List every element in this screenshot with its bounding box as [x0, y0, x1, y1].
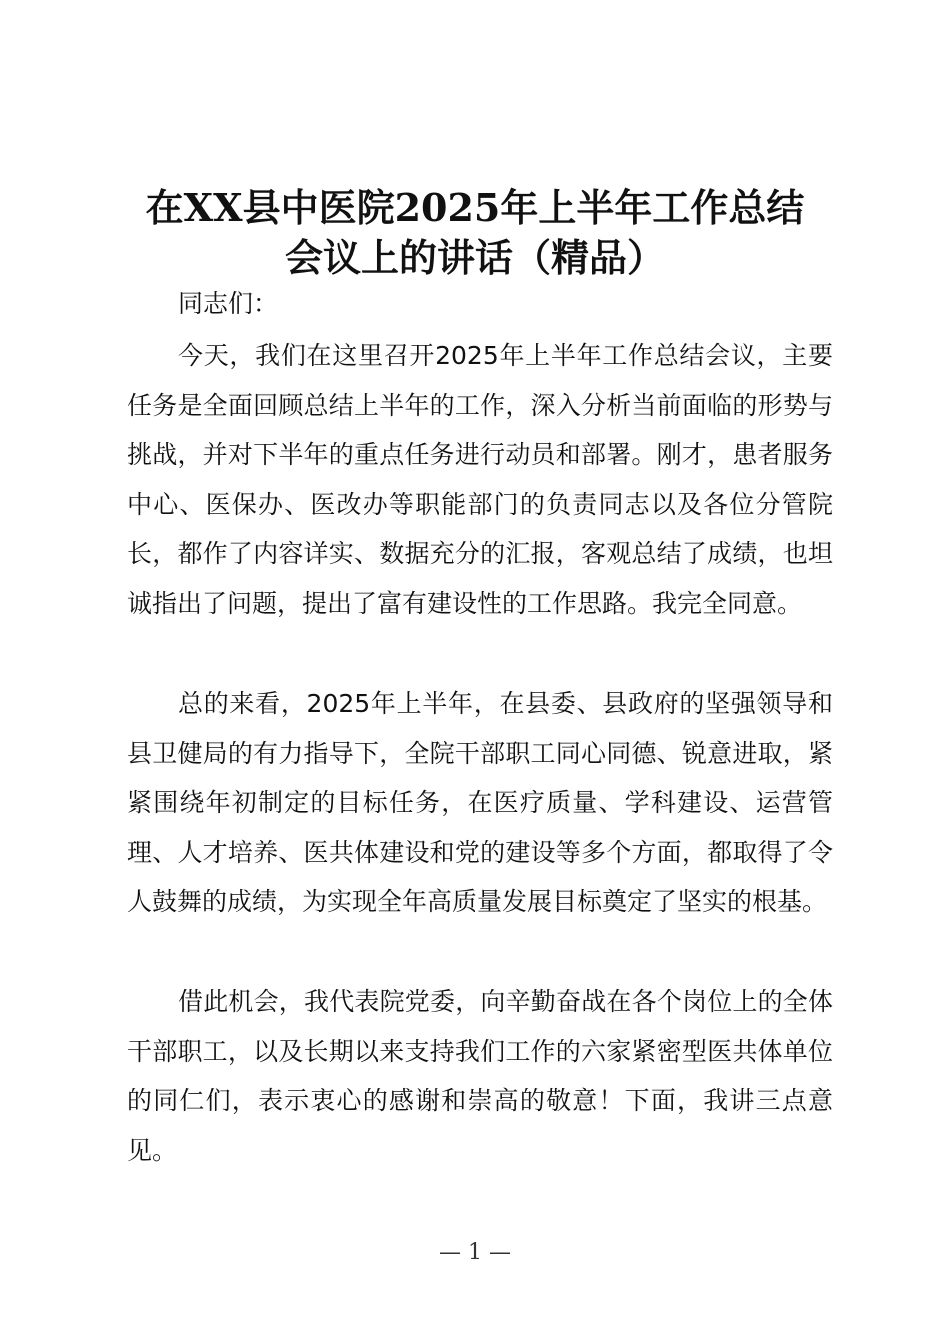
paragraph-opening: 今天，我们在这里召开2025年上半年工作总结会议，主要任务是全面回顾总结上半年的工作，深入分析当前面临的形势与挑战，并对下半年的重点任务进行动员和部署。刚才，患者服务中心、医保办、医改办等职能部门的负责同志以及各位分管院长，都作了内容详实、数据充分的汇报，客观总结了成绩，也坦诚指出了问题，提出了富有建设性的工作思路。我完全同意。	[127, 341, 833, 618]
salutation: 同志们：	[178, 289, 279, 318]
document-title-line-1: 在XX县中医院2025年上半年工作总结	[145, 185, 805, 230]
paragraph-summary: 总的来看，2025年上半年，在县委、县政府的坚强领导和县卫健局的有力指导下，全院干部职工同心同德、锐意进取，紧紧围绕年初制定的目标任务，在医疗质量、学科建设、运营管理、人才培养、医共体建设和党的建设等多个方面，都取得了令人鼓舞的成绩，为实现全年高质量发展目标奠定了坚实的根基。	[127, 689, 833, 916]
page-number: — 1 —	[439, 1240, 511, 1265]
document-title-line-2: 会议上的讲话（精品）	[284, 235, 665, 280]
paragraph-thanks: 借此机会，我代表院党委，向辛勤奋战在各个岗位上的全体干部职工，以及长期以来支持我们工作的六家紧密型医共体单位的同仁们，表示衷心的感谢和崇高的敬意！下面，我讲三点意见。	[127, 987, 833, 1165]
